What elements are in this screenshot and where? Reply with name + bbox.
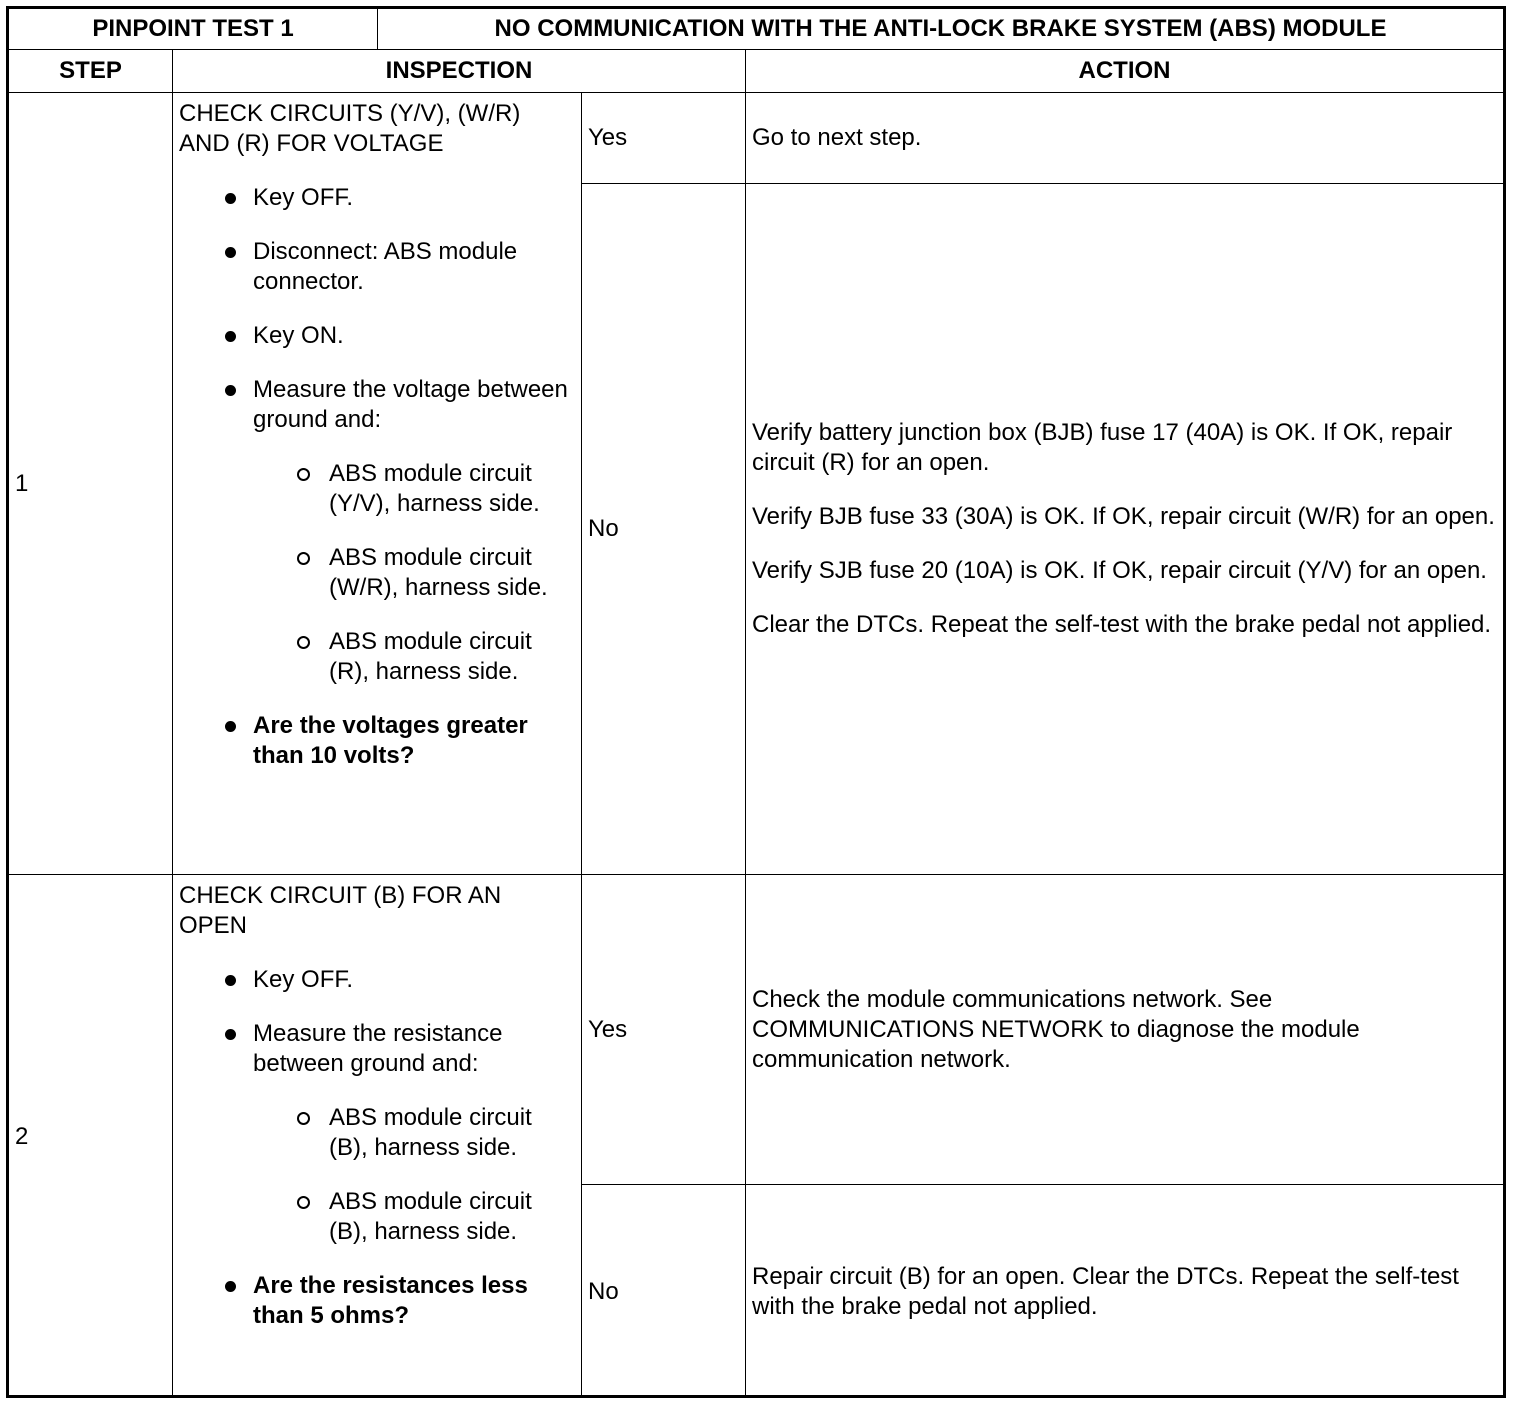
- action-header-label: ACTION: [1078, 57, 1171, 84]
- step-1-no-action-bjb-fuse-17: Verify battery junction box (BJB) fuse 17 (40A) is OK. If OK, repair circuit (R) for an open.: [752, 419, 1453, 476]
- step-1-no-action-bjb-fuse-33: Verify BJB fuse 33 (30A) is OK. If OK, repair circuit (W/R) for an open.: [752, 503, 1495, 530]
- step-2-sub-bullet-b-2: ABS module circuit (B), harness side.: [179, 1187, 575, 1247]
- step-1-question: Are the voltages greater than 10 volts?: [179, 711, 575, 771]
- inspection-column-header: [173, 50, 746, 93]
- inspection-header-label: INSPECTION: [385, 57, 533, 84]
- step-1-sub-bullet-r: ABS module circuit (R), harness side.: [179, 627, 575, 687]
- action-column-header: [746, 50, 1503, 93]
- step-2-question: Are the resistances less than 5 ohms?: [179, 1271, 575, 1331]
- step-number: 2: [15, 1122, 29, 1150]
- step-1-title: CHECK CIRCUITS (Y/V), (W/R) AND (R) FOR VOLTAGE: [179, 100, 521, 157]
- step-1-yes-label: Yes: [588, 124, 628, 151]
- step-1-bullet-measure: Measure the voltage between ground and:: [179, 375, 575, 435]
- step-2-yes-action-cell: [746, 875, 1503, 1185]
- step-1-sub-bullet-wr: ABS module circuit (W/R), harness side.: [179, 543, 575, 603]
- step-2-bullet-key-off: Key OFF.: [179, 965, 575, 995]
- step-2-sub-bullet-b-1: ABS module circuit (B), harness side.: [179, 1103, 575, 1163]
- step-2-no-action-cell: [746, 1185, 1503, 1398]
- step-2-no-action: Repair circuit (B) for an open. Clear the DTCs. Repeat the self-test with the brake pedal not applied.: [752, 1262, 1459, 1320]
- step-1-sub-bullet-yv: ABS module circuit (Y/V), harness side.: [179, 459, 575, 519]
- step-2-bullet-measure: Measure the resistance between ground and:: [179, 1019, 575, 1079]
- step-2-no-cell: [582, 1185, 746, 1398]
- step-1-no-action-clear-dtcs: Clear the DTCs. Repeat the self-test with the brake pedal not applied.: [752, 611, 1492, 638]
- step-column-header: [9, 50, 173, 93]
- step-1-number-cell: [9, 93, 173, 875]
- step-1-yes-action-cell: [746, 93, 1503, 184]
- test-title: NO COMMUNICATION WITH THE ANTI-LOCK BRAKE SYSTEM (ABS) MODULE: [494, 15, 1387, 42]
- step-1-no-action-cell: [746, 184, 1503, 875]
- step-2-inspection-cell: [173, 875, 582, 1398]
- step-1-bullet-disconnect: Disconnect: ABS module connector.: [179, 237, 575, 297]
- step-2-yes-label: Yes: [588, 1015, 628, 1043]
- step-1-bullet-key-on: Key ON.: [179, 321, 575, 351]
- step-2-title: CHECK CIRCUIT (B) FOR AN OPEN: [179, 882, 502, 939]
- step-1-yes-cell: [582, 93, 746, 184]
- test-label-cell: [9, 9, 378, 50]
- step-2-yes-action: Check the module communications network. See COMMUNICATIONS NETWORK to diagnose the module communication network.: [752, 985, 1360, 1073]
- step-2-yes-cell: [582, 875, 746, 1185]
- step-header-label: STEP: [59, 57, 122, 84]
- step-1-no-action-sjb-fuse-20: Verify SJB fuse 20 (10A) is OK. If OK, repair circuit (Y/V) for an open.: [752, 557, 1487, 584]
- step-1-inspection-cell: [173, 93, 582, 875]
- step-1-no-label: No: [588, 515, 619, 542]
- step-1-yes-action: Go to next step.: [752, 124, 922, 151]
- test-label: PINPOINT TEST 1: [92, 15, 294, 42]
- pinpoint-test-table: [6, 6, 1506, 1398]
- step-1-bullet-key-off: Key OFF.: [179, 183, 575, 213]
- step-2-no-label: No: [588, 1277, 619, 1305]
- test-title-cell: [378, 9, 1503, 50]
- step-1-no-cell: [582, 184, 746, 875]
- step-number: 1: [15, 469, 29, 497]
- step-2-number-cell: [9, 875, 173, 1398]
